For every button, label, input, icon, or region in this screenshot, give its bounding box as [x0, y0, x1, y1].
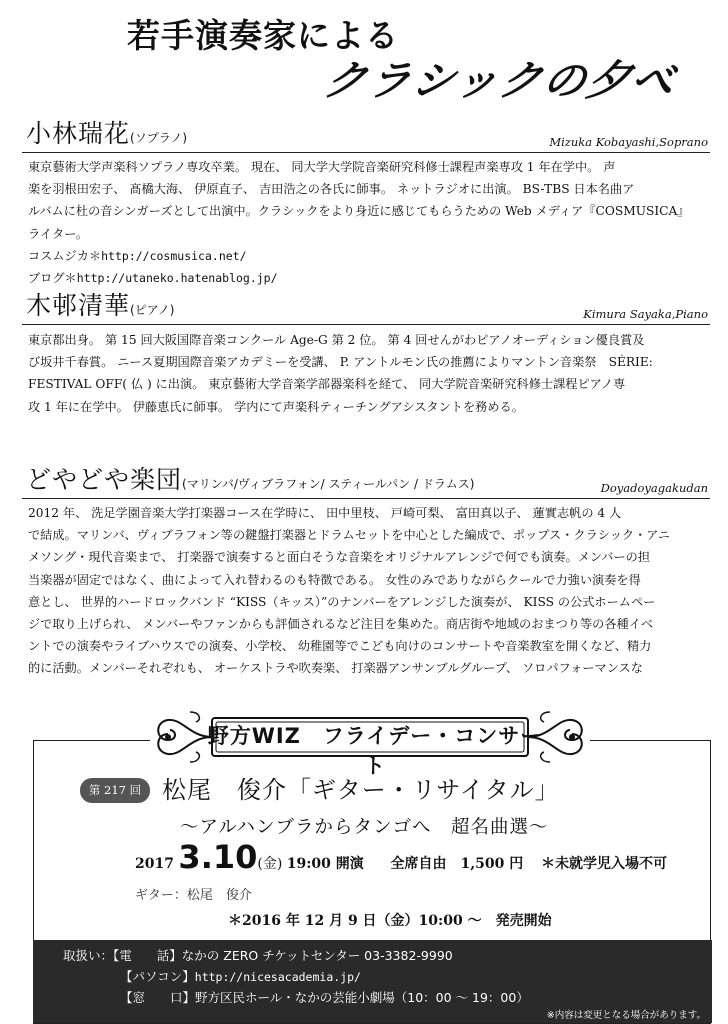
link-label: コスムジカ＊: [28, 248, 102, 263]
concert-weekday: (金): [257, 856, 283, 872]
bio-line: 攻 1 年に在学中。 伊藤恵氏に師事。 学内にて声楽科ティーチングアシスタントを務める。: [28, 399, 524, 414]
link-cosmusica[interactable]: [28, 245, 710, 267]
concert-datetime: [135, 838, 667, 876]
concert-year: 2017: [135, 856, 174, 872]
link-url[interactable]: http://cosmusica.net/: [101, 248, 247, 263]
concert-date: 3.10: [178, 838, 258, 876]
artist-roman-name: Doyadoyagakudan: [600, 481, 708, 495]
artist-bio-doyadoya: [28, 502, 710, 680]
artist-role: (ピアノ): [130, 303, 175, 317]
artist-name-line: [26, 460, 474, 496]
pc-url[interactable]: http://nicesacademia.jp/: [194, 970, 361, 984]
artist-name-line: [26, 114, 187, 150]
artist-role: (マリンバ/ヴィブラフォン/ スティールパン / ドラムス): [182, 477, 475, 491]
bio-line: メソング・現代音楽まで、 打楽器で演奏すると面白そうな音楽をオリジナルアレンジで何でも演奏。メンバーの担: [28, 550, 651, 565]
artist-roman-name: Mizuka Kobayashi,Soprano: [549, 135, 708, 149]
concert-subtitle: 〜アルハンブラからタンゴへ 超名曲選〜: [180, 817, 549, 838]
page-title-line1: 若手演奏家による: [127, 16, 399, 55]
bio-line: 東京都出身。 第 15 回大阪国際音楽コンクール Age-G 第 2 位。 第 4 回せんがわピアノオーディション優良賞及: [28, 333, 645, 347]
artist-heading-kimura: [22, 292, 710, 325]
artist-bio-kobayashi: [28, 156, 710, 289]
bio-line: ジで取り上げられ、 メンバーやファンからも評価されるなど注目を集めた。商店街や地域のおまつり等の各種イベ: [28, 617, 654, 632]
link-url[interactable]: http://utaneko.hatenablog.jp/: [76, 271, 278, 286]
page-title-line2: クラシックの夕べ: [319, 56, 681, 105]
phone-label: 【電 話】: [113, 948, 182, 963]
counter-value: 野方区民ホール・なかの芸能小劇場（10：00 〜 19：00）: [195, 990, 529, 1005]
ticket-footer: [33, 940, 712, 1023]
bio-line: 楽を羽根田宏子、 髙橋大海、 伊原直子、 吉田浩之の各氏に師事。 ネットラジオに出演。 BS-TBS 日本名曲ア: [28, 182, 635, 197]
bio-line: FESTIVAL OFF( 仏 ) に出演。 東京藝術大学音楽学部器楽科を経て、 同大学院音楽研究科修士課程ピアノ専: [28, 377, 626, 392]
footer-phone-row: [63, 946, 453, 964]
bio-line: び坂井千春賞。 ニース夏期国際音楽アカデミーを受講、 P. アントルモン氏の推薦によりマントン音楽祭 SÉRIE:: [28, 355, 653, 370]
phone-value[interactable]: なかの ZERO チケットセンター 03-3382-9990: [181, 948, 453, 963]
concert-title: 松尾 俊介「ギター・リサイタル」: [162, 776, 560, 804]
bio-line: ルバムに杜の音シンガーズとして出演中。クラシックをより身近に感じてもらうための Web メディア『COSMUSICA』: [28, 204, 690, 219]
concert-note: ＊未就学児入場不可: [541, 856, 668, 872]
artist-name: 小林瑞花: [26, 119, 131, 148]
bio-line: ライター。: [28, 226, 89, 241]
concert-time: 19:00 開演: [286, 856, 364, 872]
footer-counter-row: [120, 988, 529, 1006]
footer-disclaimer: ※内容は変更となる場合があります。: [546, 1010, 706, 1021]
artist-bio-kimura: [28, 329, 710, 418]
bio-line: 的に活動。メンバーそれぞれも、 オーケストラや吹奏楽、 打楽器アンサンブルグループ、 ソロパフォーマンスな: [28, 661, 643, 676]
bio-line: 当楽器が固定ではなく、曲によって入れ替わるのも特徴である。 女性のみでありながらクールで力強い演奏を得: [28, 572, 641, 587]
artist-name: どやどや楽団: [26, 465, 183, 494]
bio-line: ントでの演奏やライブハウスでの演奏、小学校、 幼稚園等でこども向けのコンサートや音楽教室を開くなど、精力: [28, 639, 652, 654]
concert-series-title: 野方WIZ フライデー・コンサート: [207, 724, 543, 778]
bio-line: で結成。マリンバ、ヴィブラフォン等の鍵盤打楽器とドラムセットを中心とした編成で、ポップス・クラシック・アニ: [28, 528, 671, 543]
bio-line: 東京藝術大学声楽科ソプラノ専攻卒業。 現在、 同大学大学院音楽研究科修士課程声楽専攻 1 年在学中。 声: [28, 160, 616, 174]
concert-seating: 全席自由 1,500 円: [390, 856, 524, 872]
artist-role: (ソプラノ): [130, 131, 188, 145]
presale-info: ＊2016 年 12 月 9 日（金）10:00 〜 発売開始: [228, 913, 552, 929]
artist-heading-doyadoya: [22, 466, 710, 499]
pc-label: 【パソコン】: [120, 969, 195, 984]
edition-badge: 第 217 回: [80, 778, 150, 803]
footer-pc-row: [120, 967, 361, 985]
link-label: ブログ＊: [28, 271, 77, 286]
artist-roman-name: Kimura Sayaka,Piano: [583, 307, 708, 321]
artist-name: 木邨清華: [26, 291, 131, 320]
artist-heading-kobayashi: [22, 120, 710, 153]
counter-label: 【窓 口】: [120, 990, 196, 1005]
bio-line: 2012 年、 洗足学園音楽大学打楽器コース在学時に、 田中里枝、 戸崎可梨、 富田真以子、 蓮實志帆の 4 人: [28, 506, 622, 520]
footer-label: 取扱い：: [63, 948, 114, 963]
artist-name-line: [26, 286, 174, 322]
concert-performer: ギター：松尾 俊介: [135, 888, 252, 903]
bio-line: 意とし、 世界的ハードロックバンド “KISS（キッス）”のナンバーをアレンジした演奏が、 KISS の公式ホームペー: [28, 594, 656, 609]
